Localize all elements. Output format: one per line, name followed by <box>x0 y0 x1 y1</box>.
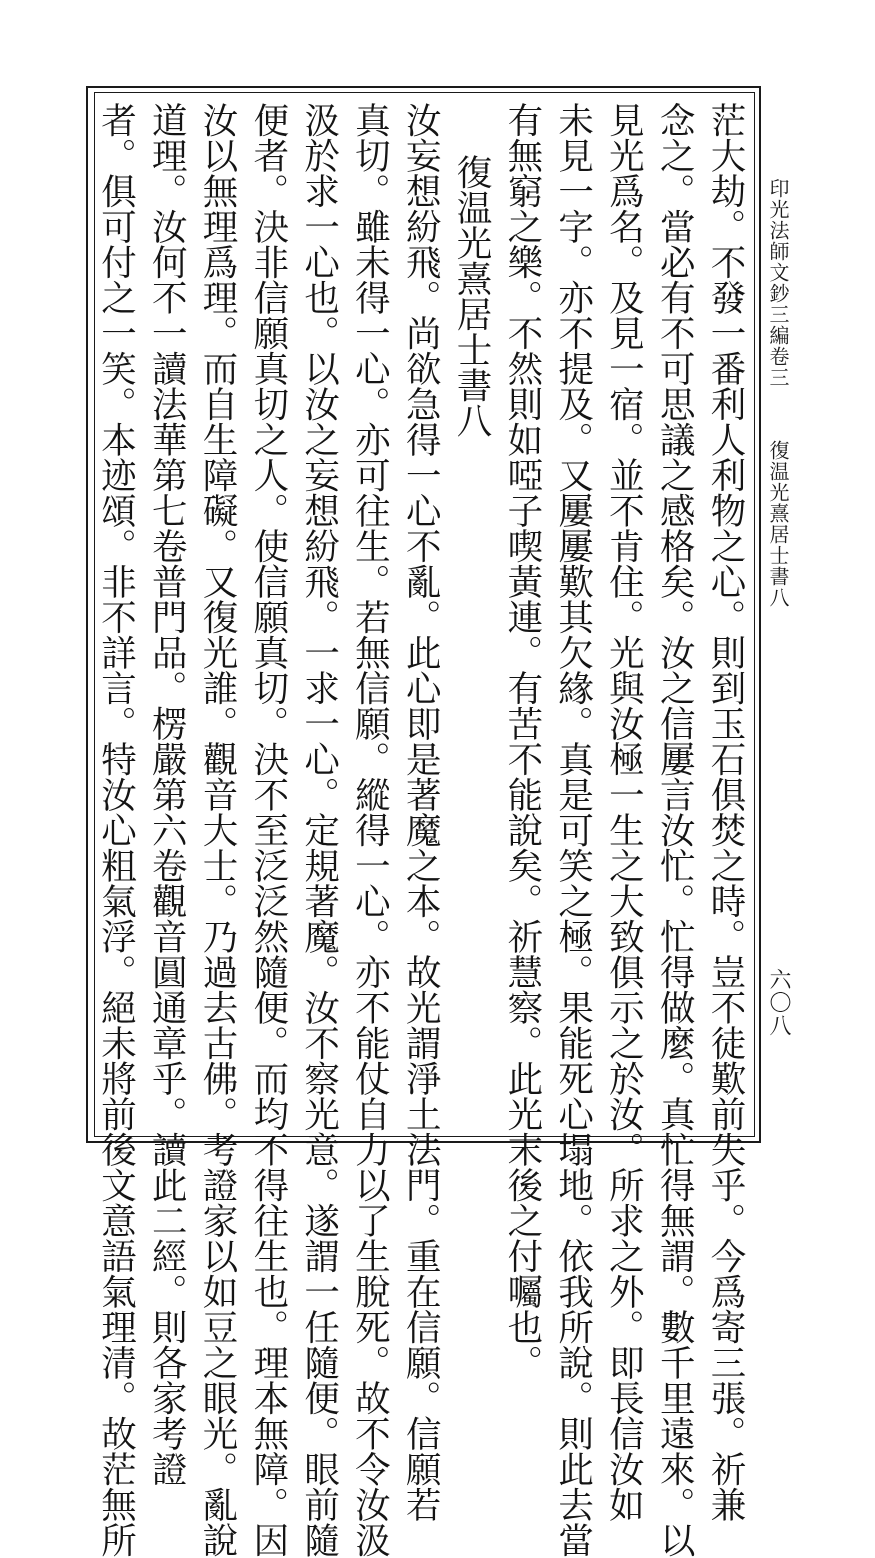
text-column-12: 道理。汝何不一讀法華第七卷普門品。楞嚴第六卷觀音圓通章乎。讀此二經。則各家考證 <box>146 102 188 1487</box>
text-column-4: 未見一字。亦不提及。又屢屢歎其欠緣。真是可笑之極。果能死心塌地。依我所說。則此去當 <box>552 102 594 1558</box>
main-text <box>95 96 750 1558</box>
text-column-9: 汲於求一心也。以汝之妄想紛飛。一求一心。定規著魔。汝不察光意。遂謂一任隨便。眼前隨 <box>298 102 340 1558</box>
text-column-11: 汝以無理爲理。而自生障礙。又復光誰。觀音大士。乃過去古佛。考證家以如豆之眼光。亂說 <box>197 102 239 1558</box>
section-title: 復温光熹居士書八 <box>766 440 790 608</box>
page-number: 六〇八 <box>766 968 791 1037</box>
text-column-3: 見光爲名。及見一宿。並不肯住。光與汝極一生之大致俱示之於汝。所求之外。即長信汝如 <box>603 102 645 1522</box>
letter-heading: 復温光熹居士書八 <box>451 154 493 438</box>
text-column-13: 者。俱可付之一笑。本迹頌。非不詳言。特汝心粗氣浮。絕未將前後文意語氣理清。故茫無所 <box>95 102 137 1558</box>
text-column-8: 真切。雖未得一心。亦可往生。若無信願。縱得一心。亦不能仗自力以了生脫死。故不令汝汲 <box>349 102 391 1558</box>
book-title: 印光法師文鈔三編卷三 <box>766 178 790 388</box>
text-column-1: 茫大劫。不發一番利人利物之心。則到玉石俱焚之時。豈不徒歎前失乎。今爲寄三張。祈兼 <box>705 102 746 1522</box>
text-column-10: 便者。決非信願真切之人。使信願真切。決不至泛泛然隨便。而均不得往生也。理本無障。因 <box>247 102 289 1558</box>
text-column-5: 有無窮之樂。不然則如啞子喫黃連。有苦不能說矣。祈慧察。此光末後之付囑也。 <box>501 102 543 1380</box>
text-column-7: 汝妄想紛飛。尚欲急得一心不亂。此心即是著魔之本。故光謂淨土法門。重在信願。信願若 <box>400 102 442 1522</box>
text-column-2: 念之。當必有不可思議之感格矣。汝之信屢言汝忙。忙得做麼。真忙得無謂。數千里遠來。以 <box>654 102 696 1558</box>
